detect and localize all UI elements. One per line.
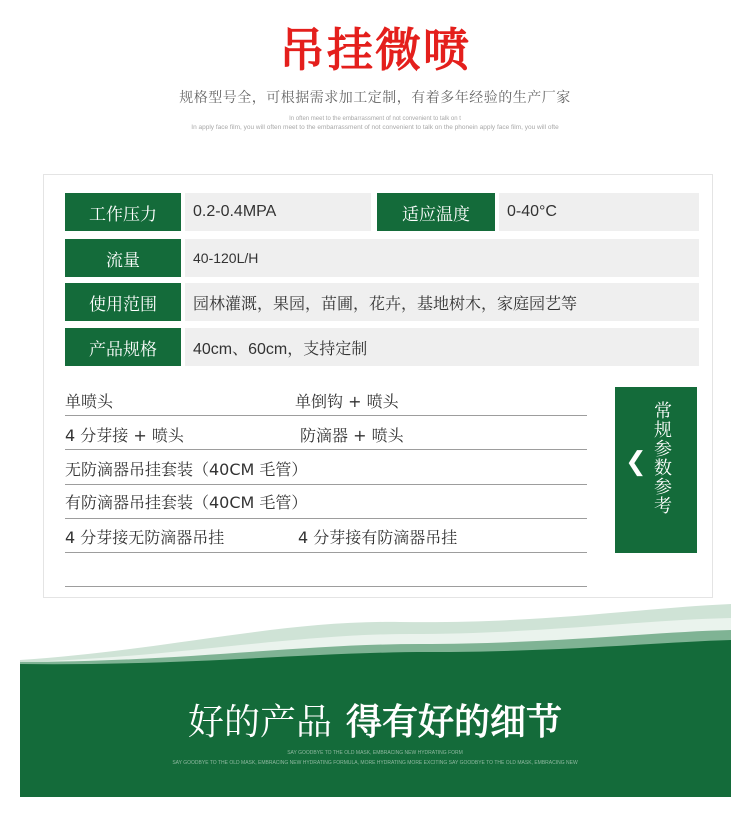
divider [65, 484, 587, 485]
banner-slogan [0, 694, 750, 745]
usage-label: 使用范围 [65, 283, 181, 321]
divider [65, 552, 587, 553]
chevron-left-icon: ❮ [625, 447, 647, 477]
option-hanging-kit-no-antidrip: 无防滴器吊挂套装（40CM 毛管） [65, 460, 308, 479]
divider [65, 449, 587, 450]
reference-params-label: 常规参数参考 [651, 401, 672, 515]
page-subtitle: 规格型号全，可根据需求加工定制，有着多年经验的生产厂家 [179, 90, 571, 106]
divider [65, 415, 587, 416]
temperature-value: 0-40°C [499, 193, 699, 231]
english-caption-line-1: In often meet to the embarrassment of not convenient to talk on t [289, 116, 461, 122]
slogan-light: 好的产品 [187, 702, 332, 743]
slogan-bold: 得有好的细节 [346, 702, 563, 743]
banner-fine-print-1: SAY GOODBYE TO THE OLD MASK, EMBRACING NEW HYDRATING FORM [287, 750, 463, 756]
pressure-value: 0.2-0.4MPA [185, 193, 371, 231]
english-caption-line-2: In apply face film, you will often meet to the embarrassment of not convenient to talk on the phonein apply face film, you will ofte [191, 124, 559, 131]
banner-fine-print-2: SAY GOODBYE TO THE OLD MASK, EMBRACING NEW HYDRATING FORMULA, MORE HYDRATING MORE EXCITING SAY GOODBYE TO THE OLD MASK, EMBRACING NEW [172, 760, 578, 766]
divider [65, 518, 587, 519]
usage-value: 园林灌溉，果园，苗圃，花卉，基地树木，家庭园艺等 [185, 283, 699, 321]
option-single-nozzle: 单喷头 [65, 392, 114, 411]
divider [65, 586, 587, 587]
flow-label: 流量 [65, 239, 181, 277]
size-value: 40cm、60cm，支持定制 [185, 328, 699, 366]
page-title: 吊挂微喷 [279, 23, 471, 77]
option-connector-hanging-antidrip: 4 分芽接有防滴器吊挂 [298, 528, 458, 547]
size-label: 产品规格 [65, 328, 181, 366]
pressure-label: 工作压力 [65, 193, 181, 231]
temperature-label: 适应温度 [377, 193, 495, 231]
option-antidrip-nozzle: 防滴器 + 喷头 [300, 426, 404, 445]
option-connector-nozzle: 4 分芽接 + 喷头 [65, 426, 184, 445]
option-connector-hanging-no-antidrip: 4 分芽接无防滴器吊挂 [65, 528, 225, 547]
reference-params-button[interactable] [615, 387, 697, 553]
option-barb-nozzle: 单倒钩 + 喷头 [295, 392, 399, 411]
flow-value: 40-120L/H [185, 239, 699, 277]
option-hanging-kit-antidrip: 有防滴器吊挂套装（40CM 毛管） [65, 493, 308, 512]
